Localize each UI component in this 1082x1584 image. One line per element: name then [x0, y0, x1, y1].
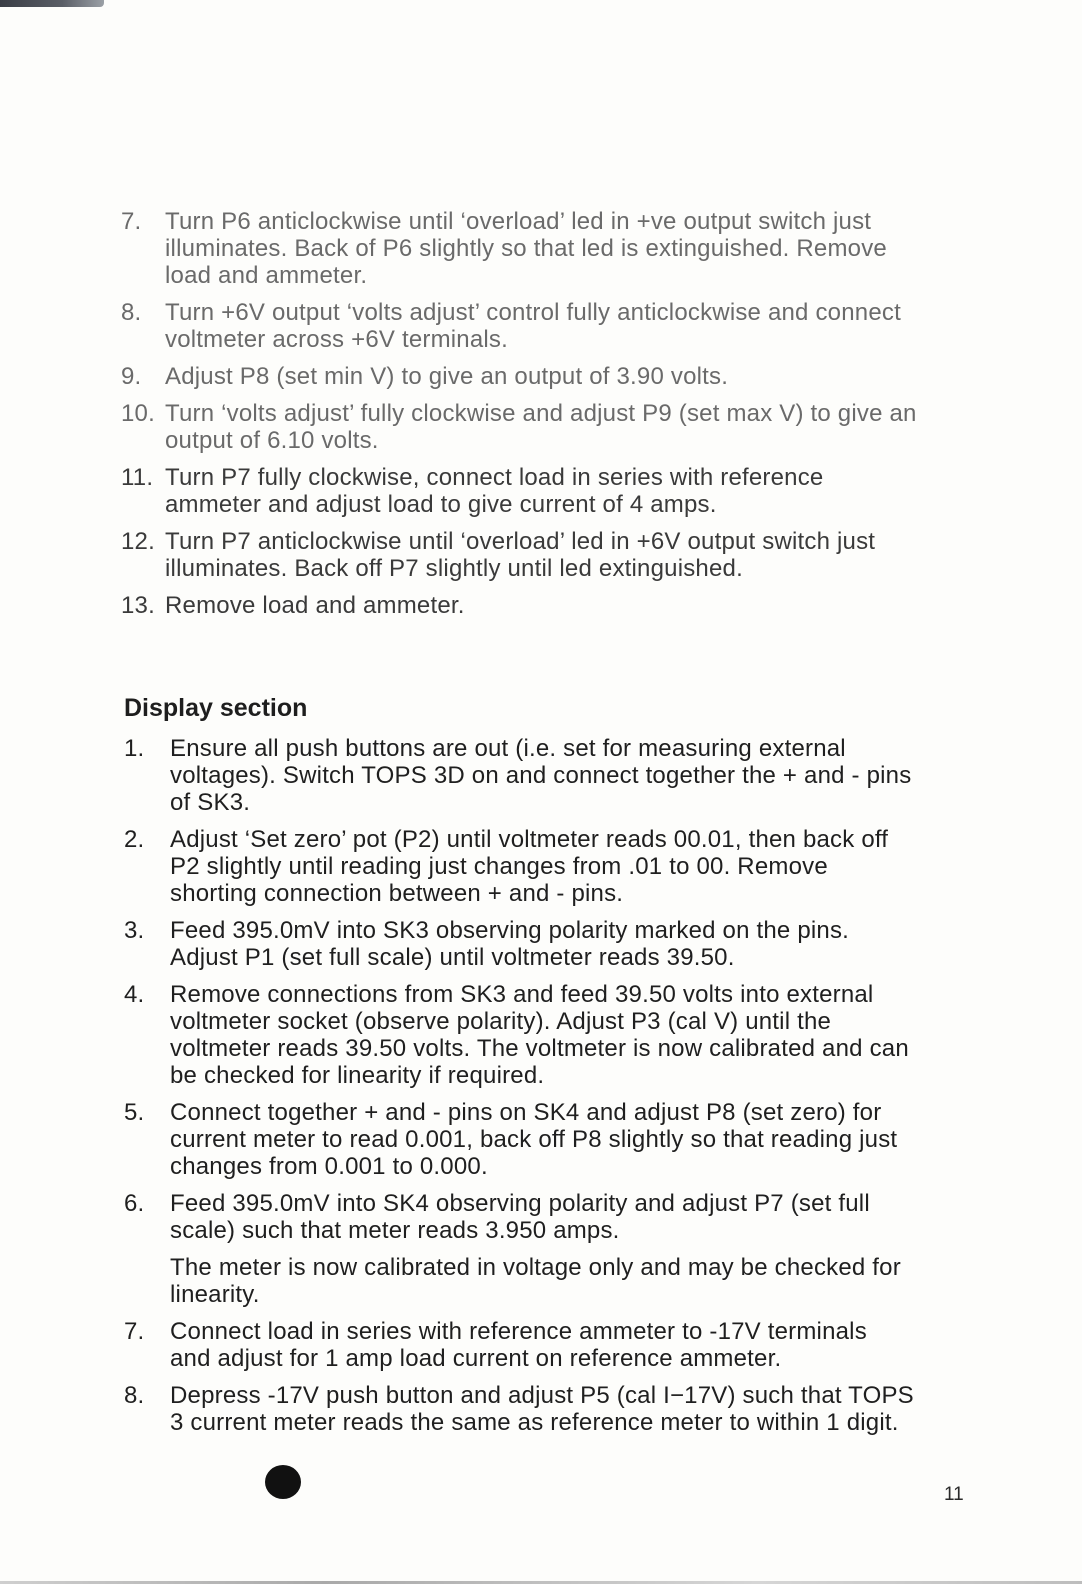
step-text: Adjust P8 (set min V) to give an output of 3.90 volts. [165, 363, 729, 390]
step-text: Remove connections from SK3 and feed 39.50 volts into external voltmeter socket (observe polarity). Adjust P3 (cal V) until the voltmeter reads 39.50 volts. The voltmeter is now calibrated and can be checked for linearity if required. [170, 981, 909, 1089]
step-text: Turn P6 anticlockwise until ‘overload’ led in +ve output switch just illuminates. Back of P6 slightly so that led is extinguished. Remove load and ammeter. [165, 208, 887, 289]
step-text: Connect load in series with reference ammeter to -17V terminals and adjust for 1 amp load current on reference ammeter. [170, 1318, 867, 1372]
step-number: 7. [124, 1318, 145, 1345]
step-number: 6. [124, 1190, 145, 1217]
list-item [121, 464, 921, 518]
step-number: 8. [124, 1382, 145, 1409]
step-number: 7. [121, 208, 142, 235]
step-number: 13. [121, 592, 155, 619]
list-item [121, 528, 921, 582]
step-number: 9. [121, 363, 142, 390]
step-note: The meter is now calibrated in voltage only and may be checked for linearity. [170, 1254, 901, 1308]
list-item [121, 363, 921, 390]
list-item [124, 1318, 914, 1372]
step-text: Turn +6V output ‘volts adjust’ control fully anticlockwise and connect voltmeter across +6V terminals. [165, 299, 901, 353]
step-number: 10. [121, 400, 155, 427]
step-number: 2. [124, 826, 145, 853]
scan-corner-mark [0, 0, 104, 7]
step-number: 5. [124, 1099, 145, 1126]
list-item [124, 826, 914, 907]
list-item [124, 1099, 914, 1180]
list-item [124, 735, 914, 816]
step-text: Turn ‘volts adjust’ fully clockwise and adjust P9 (set max V) to give an output of 6.10 volts. [165, 400, 917, 454]
step-number: 3. [124, 917, 145, 944]
list-item [121, 208, 921, 289]
step-text: Connect together + and - pins on SK4 and adjust P8 (set zero) for current meter to read 0.001, back off P8 slightly so that reading just changes from 0.001 to 0.000. [170, 1099, 898, 1180]
step-text: Turn P7 anticlockwise until ‘overload’ led in +6V output switch just illuminates. Back off P7 slightly until led extinguished. [165, 528, 876, 582]
step-text: Adjust ‘Set zero’ pot (P2) until voltmeter reads 00.01, then back off P2 slightly until reading just changes from .01 to 00. Remove shorting connection between + and - pins. [170, 826, 889, 907]
step-text: Feed 395.0mV into SK3 observing polarity marked on the pins. Adjust P1 (set full scale) until voltmeter reads 39.50. [170, 917, 850, 971]
list-item [124, 1382, 914, 1436]
step-number: 11. [121, 464, 154, 491]
display-section-steps-list [124, 735, 914, 1446]
section-heading: Display section [124, 694, 308, 722]
list-item [124, 917, 914, 971]
step-number: 12. [121, 528, 155, 555]
step-number: 8. [121, 299, 142, 326]
step-text: Feed 395.0mV into SK4 observing polarity and adjust P7 (set full scale) such that meter reads 3.950 amps. [170, 1190, 870, 1244]
list-item [121, 400, 921, 454]
step-text: Depress -17V push button and adjust P5 (cal I−17V) such that TOPS 3 current meter reads the same as reference meter to within 1 digit. [170, 1382, 914, 1436]
calibration-steps-list [121, 208, 921, 629]
list-item [124, 1190, 914, 1308]
step-text: Ensure all push buttons are out (i.e. set for measuring external voltages). Switch TOPS 3D on and connect together the + and - pins of SK3. [170, 735, 912, 816]
step-number: 1. [124, 735, 145, 762]
filled-circle-icon [265, 1465, 301, 1499]
step-text: Turn P7 fully clockwise, connect load in series with reference ammeter and adjust load to give current of 4 amps. [165, 464, 824, 518]
page-number: 11 [944, 1484, 964, 1505]
step-number: 4. [124, 981, 145, 1008]
list-item [121, 592, 921, 619]
step-text: Remove load and ammeter. [165, 592, 465, 619]
list-item [124, 981, 914, 1089]
list-item [121, 299, 921, 353]
